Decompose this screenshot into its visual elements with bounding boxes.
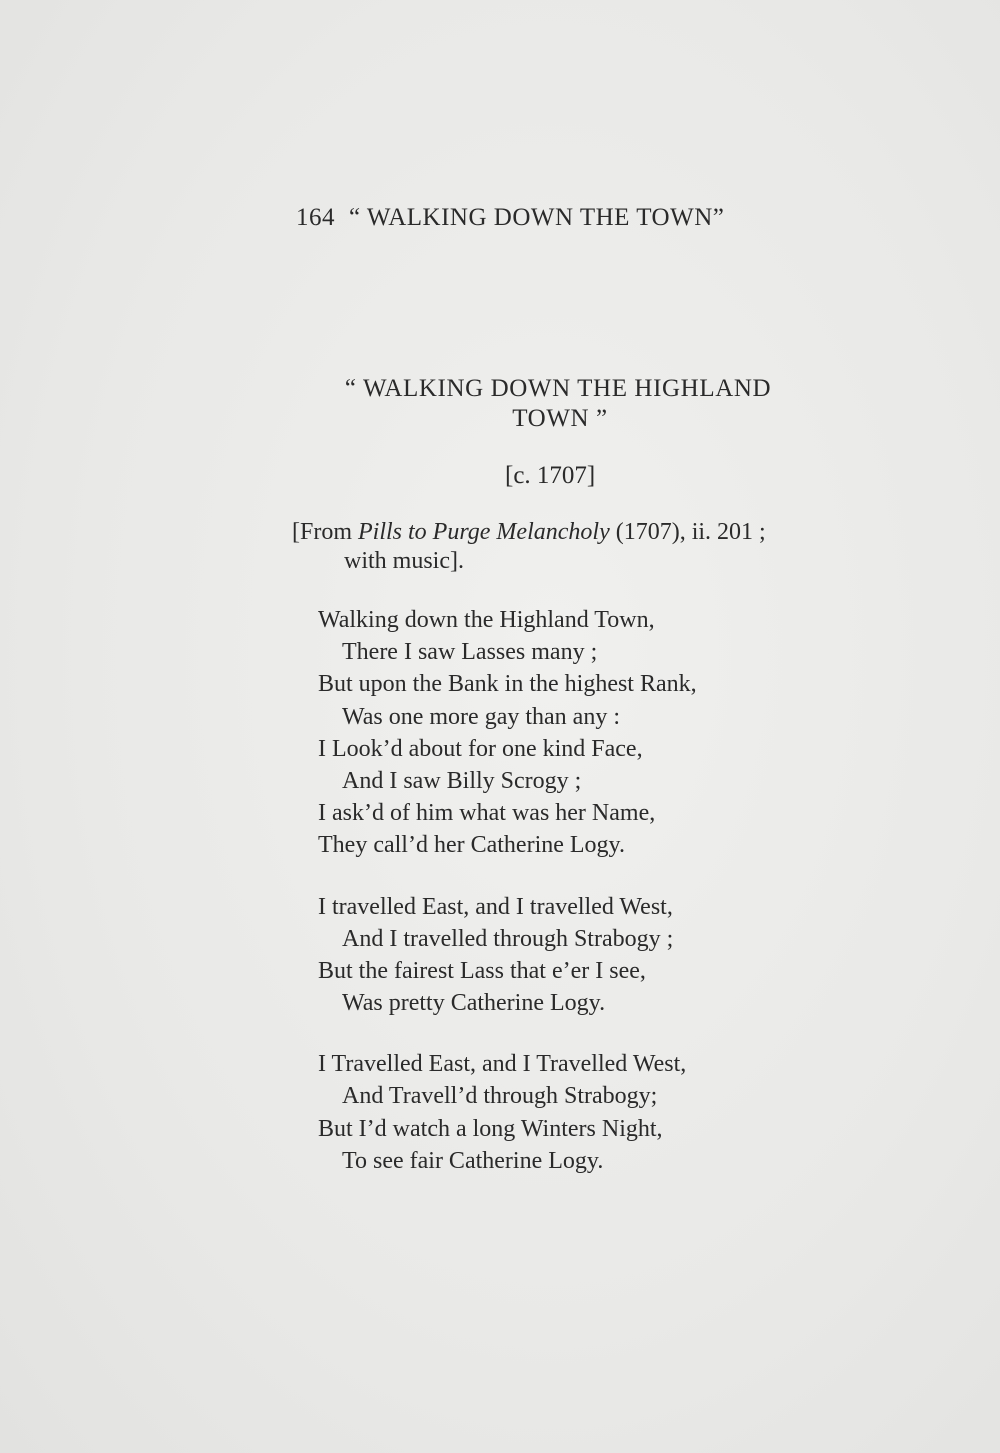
running-head-title: “ WALKING DOWN THE TOWN” bbox=[349, 204, 725, 231]
poem-title-line-2: TOWN ” bbox=[512, 405, 608, 432]
poem-line: I Travelled East, and I Travelled West, bbox=[318, 1051, 687, 1078]
poem-line: But I’d watch a long Winters Night, bbox=[318, 1115, 663, 1142]
poem-date: [c. 1707] bbox=[505, 462, 596, 489]
poem-line: There I saw Lasses many ; bbox=[342, 639, 598, 666]
source-line-2: with music]. bbox=[344, 548, 464, 574]
poem-line: I Look’d about for one kind Face, bbox=[318, 735, 643, 762]
poem-line: Was one more gay than any : bbox=[342, 703, 620, 730]
page-number: 164 bbox=[296, 204, 335, 231]
poem-line: I ask’d of him what was her Name, bbox=[318, 800, 656, 827]
poem-line: But the fairest Lass that e’er I see, bbox=[318, 957, 646, 984]
poem-line: And I saw Billy Scrogy ; bbox=[342, 767, 582, 794]
stanza bbox=[318, 604, 697, 862]
source-note bbox=[292, 518, 832, 576]
poem-line: Was pretty Catherine Logy. bbox=[342, 990, 606, 1017]
poem-body bbox=[318, 604, 697, 1206]
poem-line: I travelled East, and I travelled West, bbox=[318, 893, 673, 920]
stanza bbox=[318, 1048, 697, 1177]
poem-title-line-1: “ WALKING DOWN THE HIGHLAND bbox=[344, 375, 772, 402]
source-work-title: Pills to Purge Melancholy bbox=[358, 519, 610, 545]
poem-line: To see fair Catherine Logy. bbox=[342, 1147, 604, 1174]
poem-line: And Travell’d through Strabogy; bbox=[342, 1083, 658, 1110]
source-suffix: (1707), ii. 201 ; bbox=[609, 519, 766, 545]
stanza bbox=[318, 891, 697, 1020]
source-prefix: [From bbox=[292, 519, 358, 545]
poem-line: Walking down the Highland Town, bbox=[318, 607, 655, 633]
running-head bbox=[296, 204, 724, 232]
poem-line: But upon the Bank in the highest Rank, bbox=[318, 671, 697, 698]
poem-line: And I travelled through Strabogy ; bbox=[342, 925, 674, 952]
poem-line: They call’d her Catherine Logy. bbox=[318, 832, 625, 859]
